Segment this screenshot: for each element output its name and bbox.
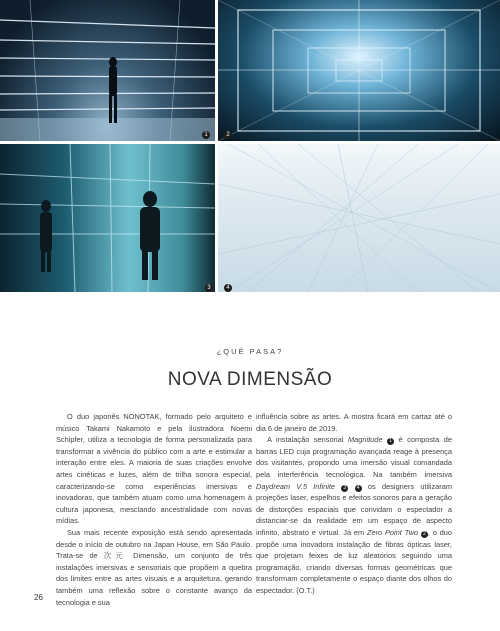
ref-badge-3: 3 — [341, 485, 348, 492]
photo-magnitude-installation — [0, 0, 215, 141]
work-title-daydream: Daydream V.5 Infinite — [256, 481, 336, 491]
paragraph: influência sobre as artes. A mostra ficará em cartaz até o dia 6 de janeiro de 2019. — [256, 412, 452, 433]
page-number: 26 — [34, 593, 43, 602]
article-title: NOVA DIMENSÃO — [167, 369, 333, 390]
ref-badge-4: 4 — [355, 485, 362, 492]
photo-daydream-installation — [0, 144, 215, 292]
light-bars-illustration — [0, 0, 215, 141]
photo-badge-1: 1 — [202, 131, 210, 139]
work-title-magnitude: Magnitude — [347, 435, 383, 445]
work-title-zero-point-two: Zero Point Two — [366, 527, 419, 537]
paragraph: Sua mais recente exposição está sendo apresentada desde o início de outubro na Japan House, em São Paulo. Trata-se de 次元 Dimensão, um conjunto de três instalações imersivas e sensoriais que propõem a quebra dos limites entre as artes visuais e a arquitetura, gerando também uma reflexão sobre o constante avanço da tecnologia e sua — [56, 527, 252, 607]
infinity-grid-illustration — [218, 0, 500, 141]
paragraph: O duo japonês NONOTAK, formado pelo arquiteto e músico Takami Nakamoto e pela ilustradora Noemi Schipfer, utiliza a tecnologia de forma personalizada para transformar a vivência do público com a arte e estimular a interação entre eles. A maioria de suas criações envolve artes cinéticas e luzes, além de trilha sonora especial, caracterizando-se como experiências imersivas e inovadoras, que também atuam como uma homenagem à cultura japonesa, mesclando ancestralidade com novas mídias. — [56, 412, 252, 526]
paragraph: A instalação sensorial Magnitude 1 é composta de barras LED cuja programação avançada reage à presença dos visitantes, propondo uma imersão visual comandada pela interferência tecnológica. Na também imersiva Daydream V.5 Infinite 3 4 os designers utilizaram projeções laser, espelhos e efeitos sonoros para a geração de distorções espaciais que convidam o espectador a distanciar-se da realidade em um espaço de aspecto infinito, abstrato e virtual. Já em Zero Point Two 2 , o duo propõe uma inovadora instalação de fibras ópticas laser, que projetam feixes de luz aleatórios seguindo uma programação, criando diversas formas geométricas que transformam completamente o espaço diante dos olhos do espectador. (O.T.) — [256, 435, 452, 595]
ref-badge-2: 2 — [421, 531, 428, 538]
light-beams-illustration — [218, 144, 500, 292]
ref-badge-1: 1 — [387, 438, 394, 445]
article-left-column — [56, 411, 252, 608]
photo-zero-point-two-installation — [218, 0, 500, 141]
glow-corridor-illustration — [0, 144, 215, 292]
photo-badge-2: 2 — [224, 131, 232, 139]
photo-light-beams-installation — [218, 144, 500, 292]
photo-badge-3: 3 — [205, 284, 213, 292]
section-kicker: ¿QUÉ PASA? — [216, 347, 284, 356]
photo-badge-4: 4 — [224, 284, 232, 292]
article-right-column — [256, 411, 452, 597]
